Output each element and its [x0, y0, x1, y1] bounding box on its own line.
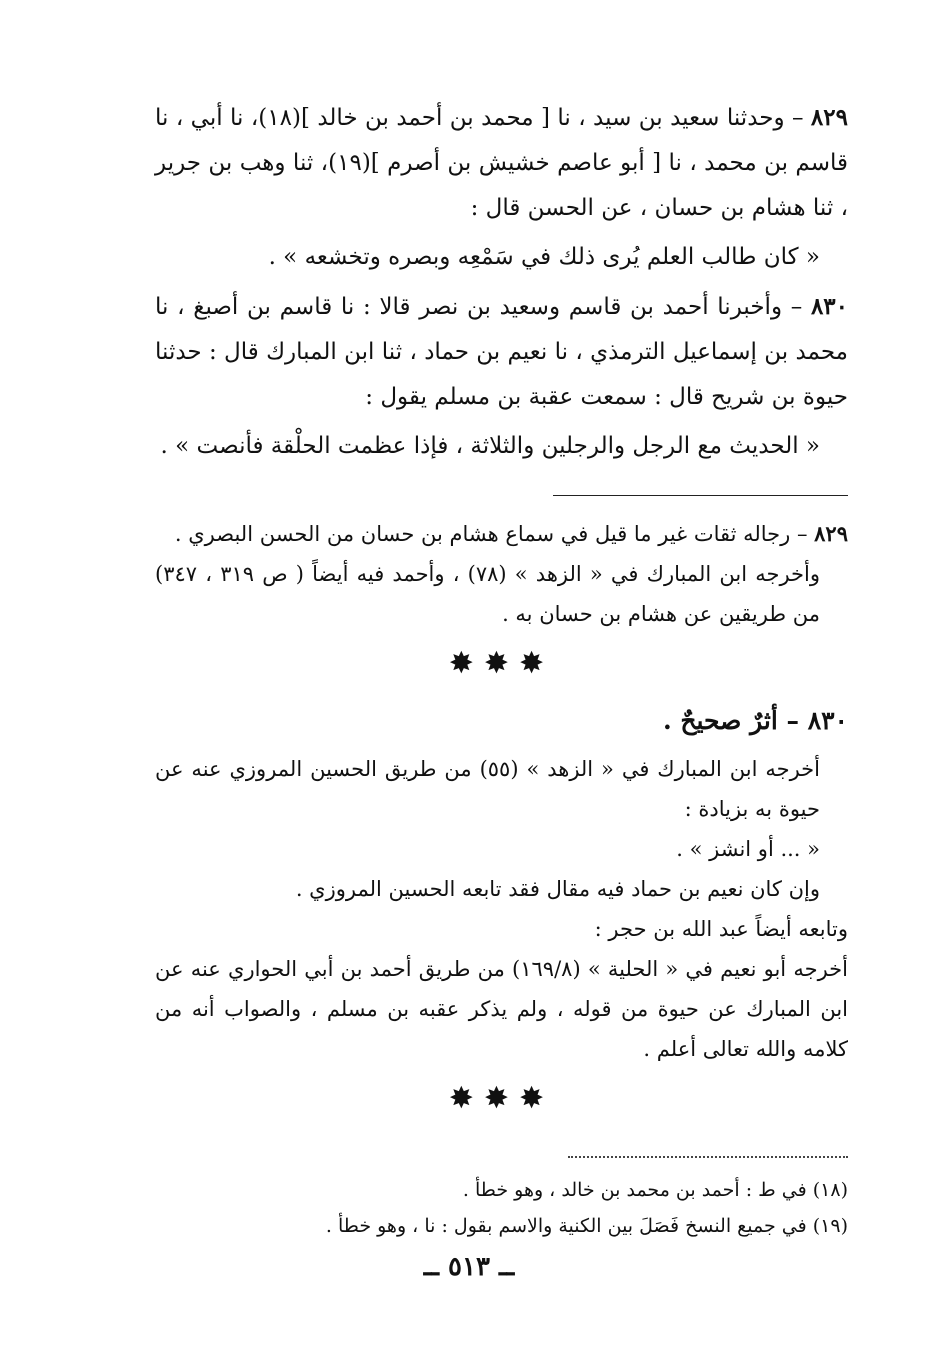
- commentary-829-source: وأخرجه ابن المبارك في « الزهد » (٧٨) ، وأحمد فيه أيضاً ( ص ٣١٩ ، ٣٤٧) من طريقين عن هشام بن حسان به .: [155, 562, 820, 626]
- footnote-18: (١٨) في ط : أحمد بن محمد بن خالد ، وهو خطأ .: [462, 1179, 848, 1201]
- hadith-830-quote: « الحديث مع الرجل والرجلين والثلاثة ، فإذا عظمت الحلْقة فأنصت » .: [160, 433, 820, 459]
- commentary-number: ٨٢٩: [814, 521, 848, 546]
- commentary-830-line: أخرجه أبو نعيم في « الحلية » (١٦٩/٨) من طريق أحمد بن أبي الحواري عنه عن ابن المبارك عن حيوة من قوله ، ولم يذكر عقبه بن مسلم ، والصواب أنه من كلامه والله تعالى أعلم .: [155, 957, 848, 1061]
- footnote-divider: [568, 1156, 848, 1158]
- hadith-number: ٨٣٠: [810, 293, 848, 320]
- hadith-number: ٨٢٩: [810, 104, 848, 131]
- commentary-830-line: أخرجه ابن المبارك في « الزهد » (٥٥) من طريق الحسين المروزي عنه عن حيوة به بزيادة :: [155, 757, 820, 821]
- hadith-830: [155, 284, 848, 420]
- section-separator: ✸✸✸: [448, 1081, 555, 1116]
- page-number: ــ ٥١٣ ــ: [423, 1252, 515, 1282]
- hadith-text: – وحدثنا سعيد بن سيد ، نا [ محمد بن أحمد بن خالد ](١٨)، نا أبي ، نا قاسم بن محمد ، نا [ أبو عاصم خشيش بن أصرم ](١٩)، ثنا وهب بن جرير ، ثنا هشام بن حسان ، عن الحسن قال :: [155, 105, 848, 221]
- commentary-830-line: وإن كان نعيم بن حماد فيه مقال فقد تابعه الحسين المروزي .: [295, 877, 820, 901]
- commentary-830-line: « ... أو انشز » .: [676, 837, 820, 861]
- commentary-divider: [553, 495, 848, 496]
- hadith-829-quote: « كان طالب العلم يُرى ذلك في سَمْعِه وبصره وتخشعه » .: [268, 244, 820, 270]
- hadith-text: – وأخبرنا أحمد بن قاسم وسعيد بن نصر قالا : نا قاسم بن أصبغ ، نا محمد بن إسماعيل الترمذي ، نا نعيم بن حماد ، ثنا ابن المبارك قال : حدثنا حيوة بن شريح قال : سمعت عقبة بن مسلم يقول :: [155, 294, 848, 410]
- section-separator: ✸✸✸: [448, 646, 555, 681]
- hadith-829: [155, 95, 848, 231]
- commentary-830-line: وتابعه أيضاً عبد الله بن حجر :: [594, 917, 848, 941]
- footnote-19: (١٩) في جميع النسخ فَصَلَ بين الكنية والاسم بقول : نا ، وهو خطأ .: [325, 1215, 848, 1237]
- commentary-829: [155, 514, 848, 554]
- commentary-text: – رجاله ثقات غير ما قيل في سماع هشام بن حسان من الحسن البصري .: [174, 522, 815, 546]
- commentary-830-heading: ٨٣٠ – أثرٌ صحيحٌ .: [662, 706, 848, 735]
